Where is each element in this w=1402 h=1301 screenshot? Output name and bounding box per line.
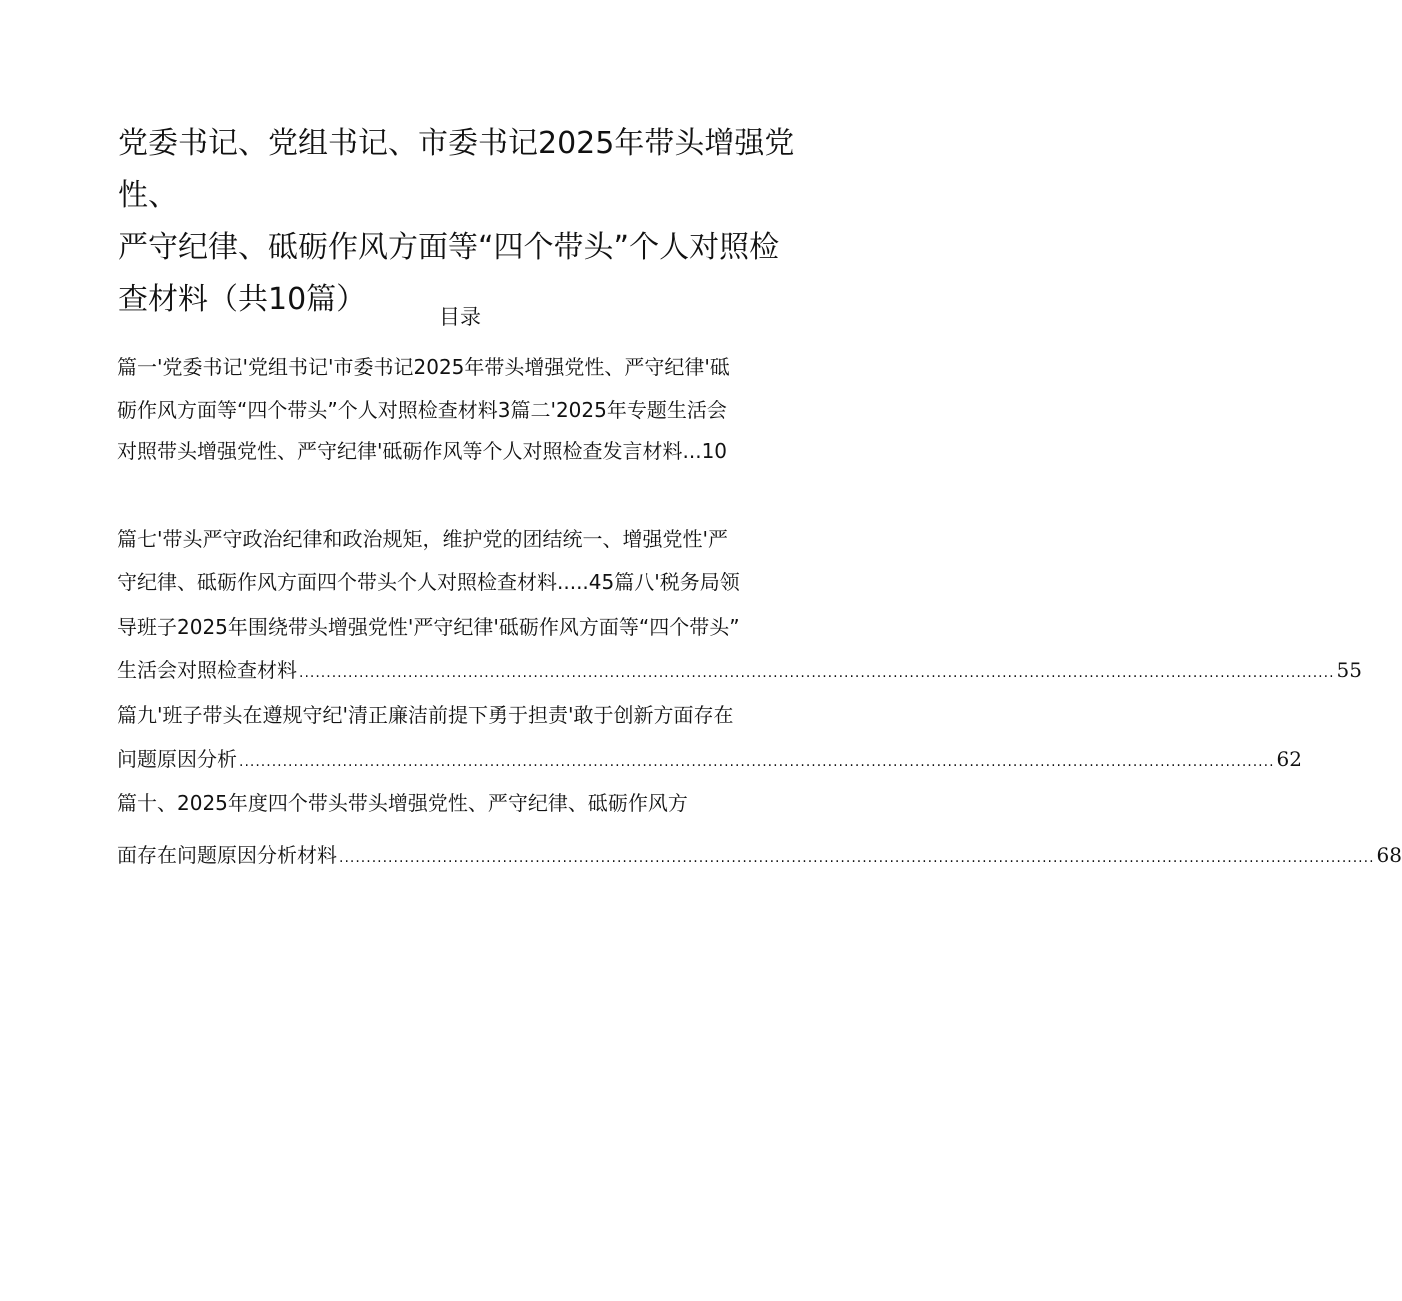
toc-heading: 目录	[439, 305, 481, 329]
toc-page-number: 62	[1276, 747, 1302, 771]
toc-entry-line: 砺作风方面等“四个带头”个人对照检查材料3篇二'2025年专题生活会	[117, 398, 727, 422]
title-line-2: 严守纪律、砥砺作风方面等“四个带头”个人对照检	[118, 230, 780, 265]
leader-dots: ..............................................................................................................................................................................................	[299, 665, 1335, 681]
title-line-1: 党委书记、党组书记、市委书记2025年带头增强党性、	[118, 126, 795, 213]
toc-entry-line: 守纪律、砥砺作风方面四个带头个人对照检查材料.....45篇八'税务局领	[117, 570, 740, 594]
leader-dots: ..............................................................................................................................................................................................	[239, 754, 1275, 770]
document-title	[118, 118, 838, 326]
toc-entry-text: 面存在问题原因分析材料	[117, 843, 337, 867]
toc-page-number: 55	[1336, 658, 1362, 682]
toc-entry-line: 对照带头增强党性、严守纪律'砥砺作风等个人对照检查发言材料...10	[117, 439, 728, 463]
toc-entry-line: 篇十、2025年度四个带头带头增强党性、严守纪律、砥砺作风方	[117, 791, 688, 815]
toc-entry-line	[117, 744, 1302, 777]
toc-page-number: 68	[1376, 843, 1402, 867]
toc-entry-line: 篇七'带头严守政治纪律和政治规矩，维护党的团结统一、增强党性'严	[117, 527, 728, 551]
toc-entry-line: 篇九'班子带头在遵规守纪'清正廉洁前提下勇于担责'敢于创新方面存在	[117, 703, 734, 727]
toc-entry-line: 导班子2025年围绕带头增强党性'严守纪律'砥砺作风方面等“四个带头”	[117, 615, 740, 639]
toc-entry-line	[117, 655, 1362, 688]
toc-entry-text: 生活会对照检查材料	[117, 658, 297, 682]
title-line-3: 查材料（共10篇）	[118, 282, 367, 317]
leader-dots: ..............................................................................................................................................................................................	[339, 850, 1375, 866]
toc-entry-text: 问题原因分析	[117, 747, 237, 771]
toc-entry-line: 篇一'党委书记'党组书记'市委书记2025年带头增强党性、严守纪律'砥	[117, 355, 730, 379]
toc-entry-line	[117, 840, 1402, 873]
